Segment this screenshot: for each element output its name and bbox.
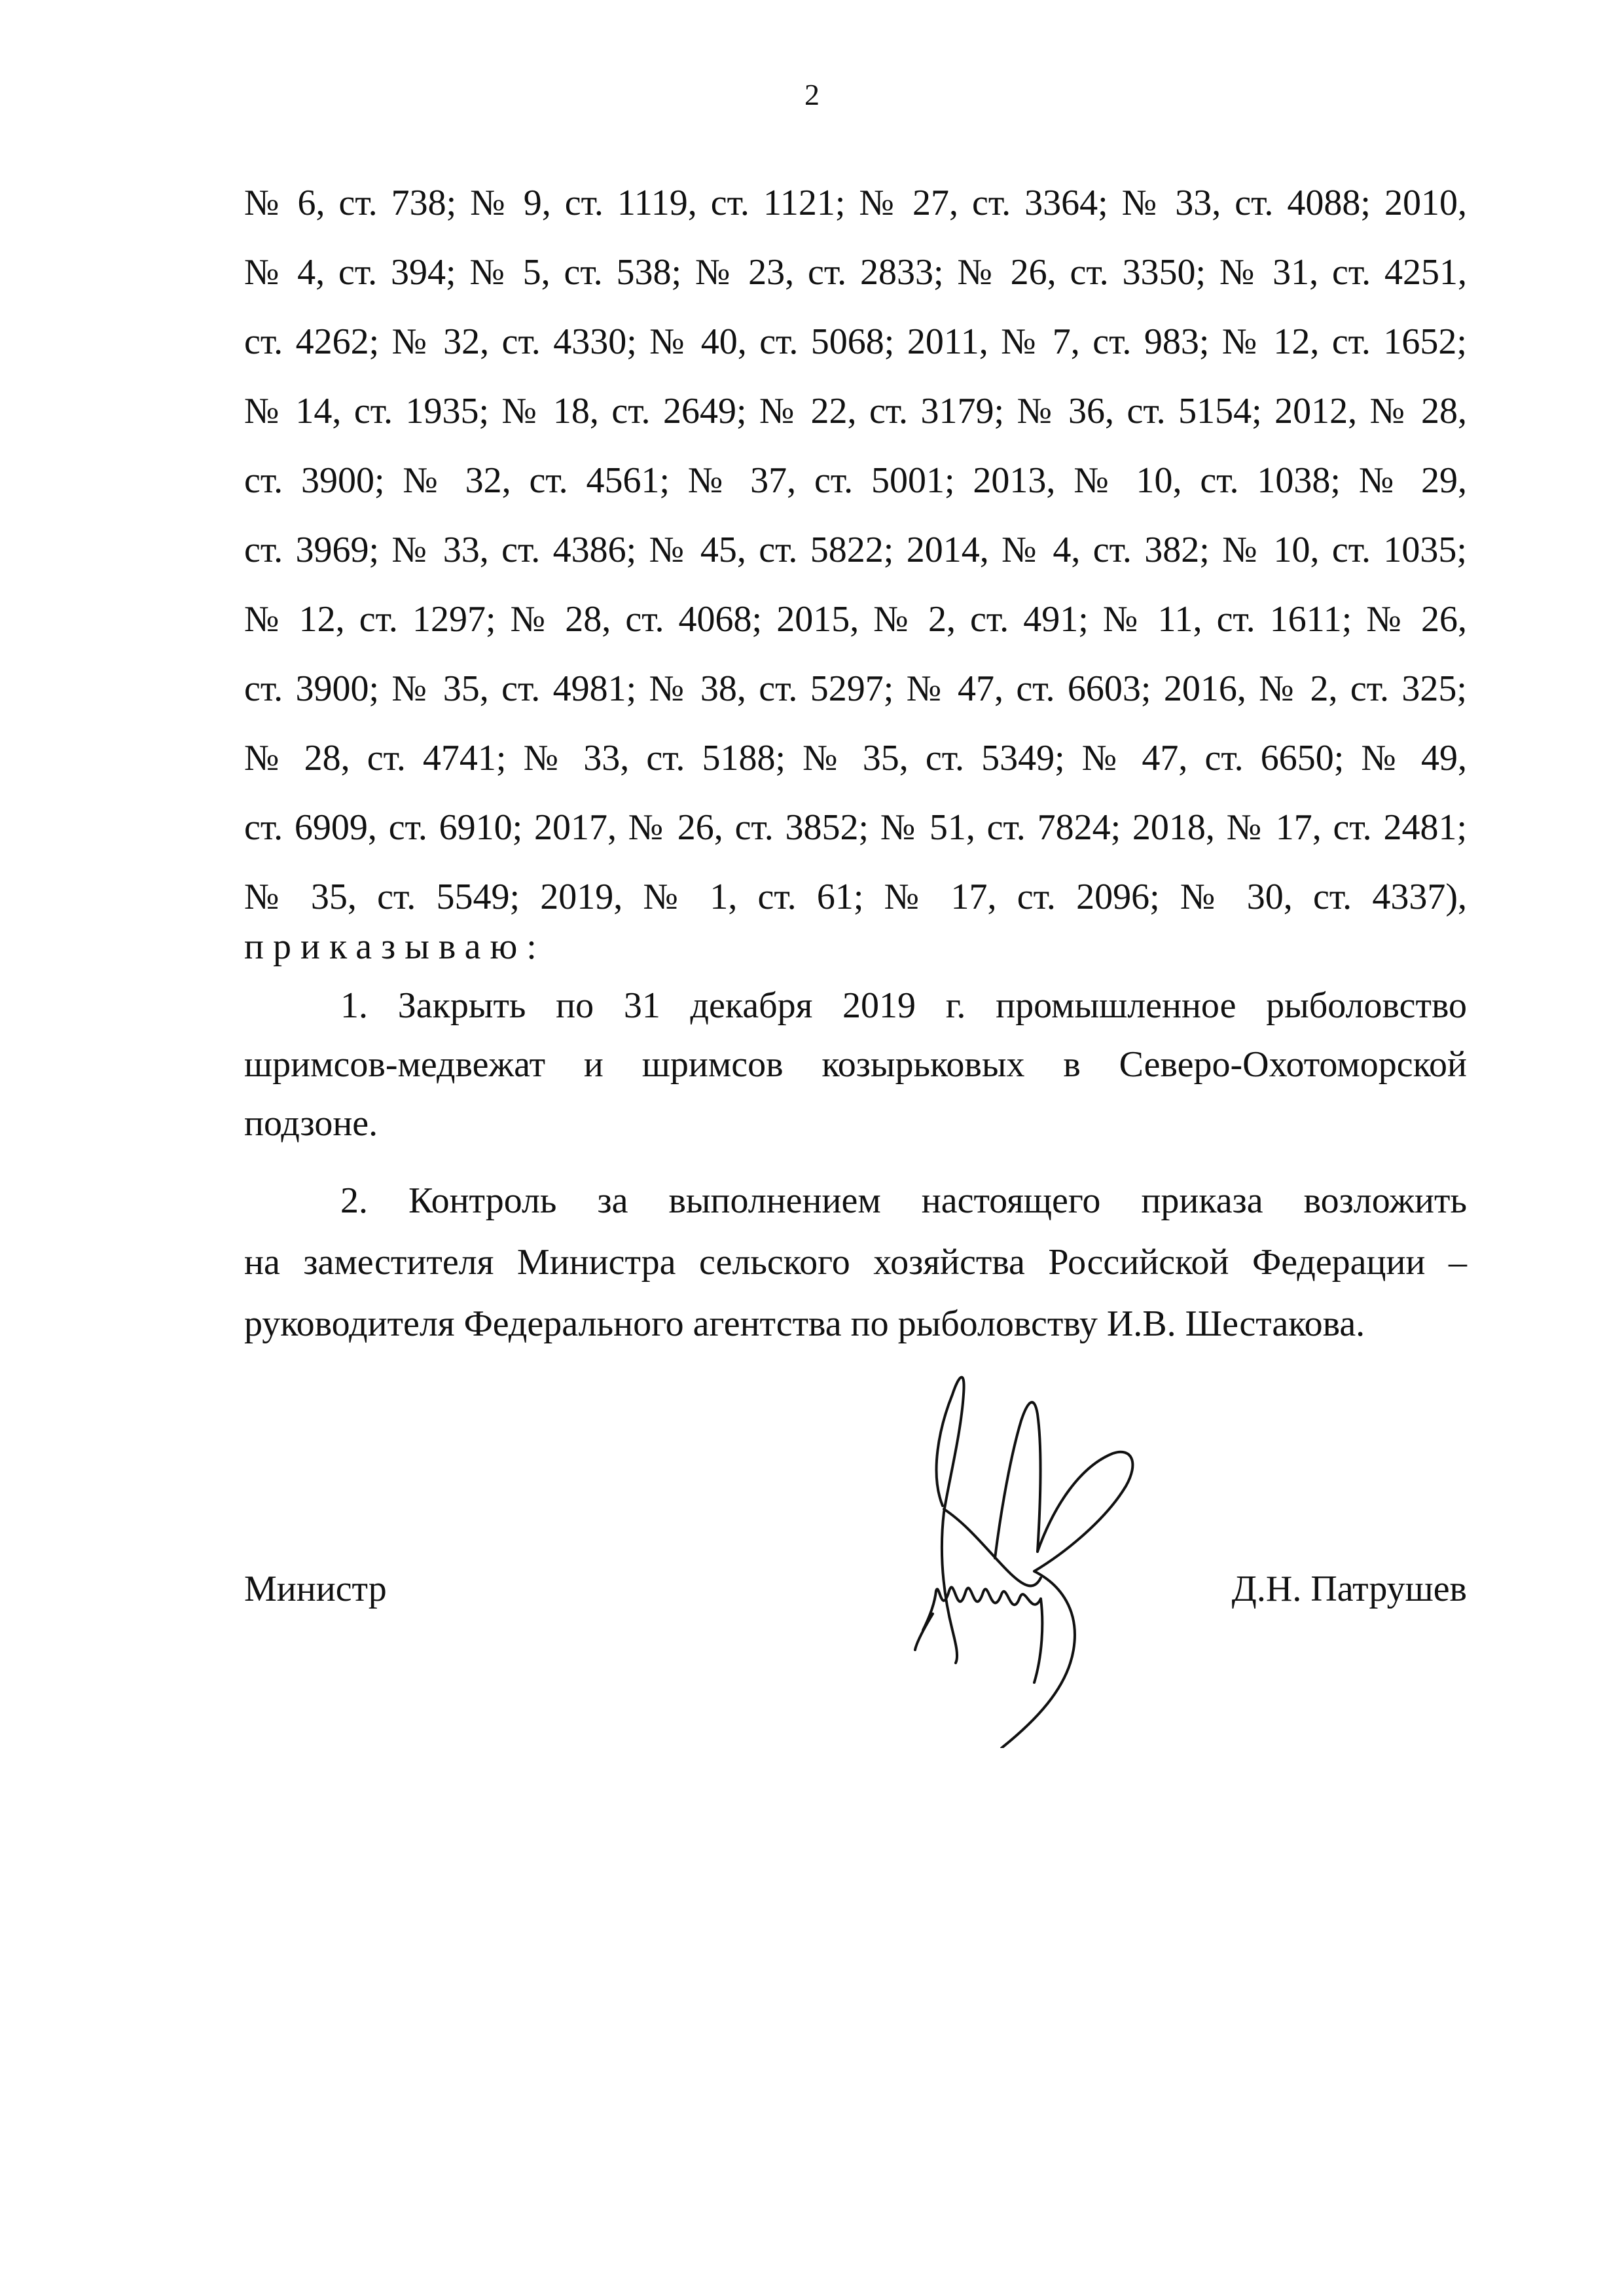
citations-line: ст. 3900; № 32, ст. 4561; № 37, ст. 5001; 2013, № 10, ст. 1038; № 29, (244, 460, 1467, 501)
page-number: 2 (804, 78, 820, 111)
order-word: приказываю: (244, 926, 546, 967)
citations-line: № 6, ст. 738; № 9, ст. 1119, ст. 1121; № 27, ст. 3364; № 33, ст. 4088; 2010, (244, 183, 1467, 223)
item-line: шримсов-медвежат и шримсов козырьковых в Северо-Охотоморской (244, 1044, 1467, 1085)
citations-line: № 35, ст. 5549; 2019, № 1, ст. 61; № 17, ст. 2096; № 30, ст. 4337), (244, 877, 1467, 917)
citations-line: № 14, ст. 1935; № 18, ст. 2649; № 22, ст. 3179; № 36, ст. 5154; 2012, № 28, (244, 391, 1467, 431)
item-line: руководителя Федерального агентства по рыболовству И.В. Шестакова. (244, 1303, 1365, 1344)
citations-line: № 4, ст. 394; № 5, ст. 538; № 23, ст. 2833; № 26, ст. 3350; № 31, ст. 4251, (244, 252, 1467, 293)
item-line: 1. Закрыть по 31 декабря 2019 г. промышленное рыболовство (340, 985, 1467, 1026)
item-line: подзоне. (244, 1103, 378, 1144)
citations-line: № 12, ст. 1297; № 28, ст. 4068; 2015, № 2, ст. 491; № 11, ст. 1611; № 26, (244, 599, 1467, 640)
citations-line: ст. 4262; № 32, ст. 4330; № 40, ст. 5068; 2011, № 7, ст. 983; № 12, ст. 1652; (244, 321, 1467, 362)
citations-line: ст. 3969; № 33, ст. 4386; № 45, ст. 5822; 2014, № 4, ст. 382; № 10, ст. 1035; (244, 530, 1467, 570)
signatory-position: Министр (244, 1569, 387, 1609)
citations-line: ст. 3900; № 35, ст. 4981; № 38, ст. 5297; № 47, ст. 6603; 2016, № 2, ст. 325; (244, 668, 1467, 709)
handwritten-signature (903, 1355, 1152, 1748)
item-line: 2. Контроль за выполнением настоящего приказа возложить (340, 1180, 1467, 1221)
citations-line: ст. 6909, ст. 6910; 2017, № 26, ст. 3852; № 51, ст. 7824; 2018, № 17, ст. 2481; (244, 807, 1467, 848)
signatory-name: Д.Н. Патрушев (1231, 1569, 1467, 1609)
citations-line: № 28, ст. 4741; № 33, ст. 5188; № 35, ст. 5349; № 47, ст. 6650; № 49, (244, 738, 1467, 778)
item-line: на заместителя Министра сельского хозяйства Российской Федерации – (244, 1242, 1467, 1283)
